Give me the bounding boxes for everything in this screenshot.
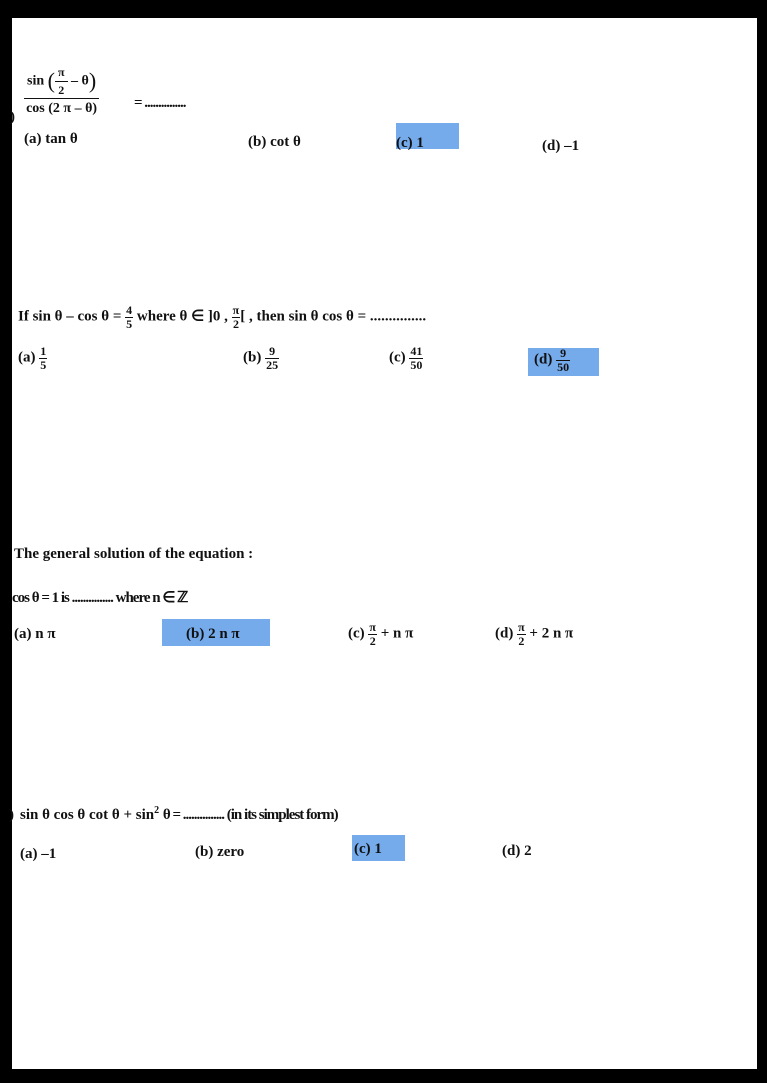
q4-marker: ) [9, 807, 14, 823]
q2-option-d-frac: $\frac{9}{50}$ [557, 346, 570, 374]
q3-option-a[interactable]: (a) n π [14, 626, 56, 642]
q1-option-d[interactable]: (d) –1 [542, 138, 580, 154]
q2-option-d[interactable]: (d) $\frac{9}{50}$ [534, 346, 570, 374]
worksheet-page [9, 18, 757, 1069]
q2-option-c-frac: $\frac{41}{50}$ [410, 344, 423, 372]
q1-equals-blank: = ............... [134, 95, 186, 111]
q3-option-b[interactable]: (b) 2 n π [186, 626, 240, 642]
q2-option-b-frac: $\frac{9}{25}$ [266, 344, 279, 372]
q2-frac-pi-2: $\frac{\pi}{2}$ [232, 303, 240, 331]
q1-pi-over-2: $\frac{\pi}{2}$ [55, 66, 68, 96]
q2-frac-4-5: $\frac{4}{5}$ [126, 303, 133, 331]
q4-stem: sin θ cos θ $\cot \theta + \sin^2 \theta$ = ............... (in its simplest form) [20, 805, 338, 823]
q2-option-a[interactable]: (a) $\frac{1}{5}$ [18, 344, 47, 372]
q1-denominator: cos (2 π – θ) [26, 101, 98, 117]
q3-option-c-frac: $\frac{\pi}{2}$ [369, 620, 376, 648]
q1-option-a[interactable]: (a) tan θ [24, 131, 78, 147]
q1-expression [24, 66, 99, 117]
q3-equation-line: cos θ = 1 is ............... where n ∈ ℤ [12, 590, 188, 606]
q1-numerator: sin ( $\frac{\pi}{2}$ – θ) [24, 66, 99, 99]
q1-marker: ) [10, 109, 15, 125]
q2-option-a-frac: $\frac{1}{5}$ [40, 344, 47, 372]
q2-stem: If sin θ – cos θ = $\frac{4}{5}$ where θ ∈ ]0 , $\frac{\pi}{2}$ [ , then sin θ cos θ = ............... [18, 303, 427, 331]
q3-option-c[interactable]: (c) $\frac{\pi}{2}$ + n π [348, 620, 414, 648]
q1-option-b[interactable]: (b) cot θ [248, 134, 301, 150]
q1-option-c[interactable]: (c) 1 [396, 135, 424, 151]
q2-option-b[interactable]: (b) $\frac{9}{25}$ [243, 344, 279, 372]
q4-option-c[interactable]: (c) 1 [354, 841, 382, 857]
q3-option-d[interactable]: (d) $\frac{\pi}{2}$ + 2 n π [495, 620, 574, 648]
q2-option-c[interactable]: (c) $\frac{41}{50}$ [389, 344, 423, 372]
q4-option-a[interactable]: (a) –1 [20, 846, 57, 862]
q3-title: The general solution of the equation : [14, 546, 254, 562]
q3-option-d-frac: $\frac{\pi}{2}$ [518, 620, 525, 648]
q4-option-b[interactable]: (b) zero [195, 844, 245, 860]
q4-option-d[interactable]: (d) 2 [502, 843, 532, 859]
